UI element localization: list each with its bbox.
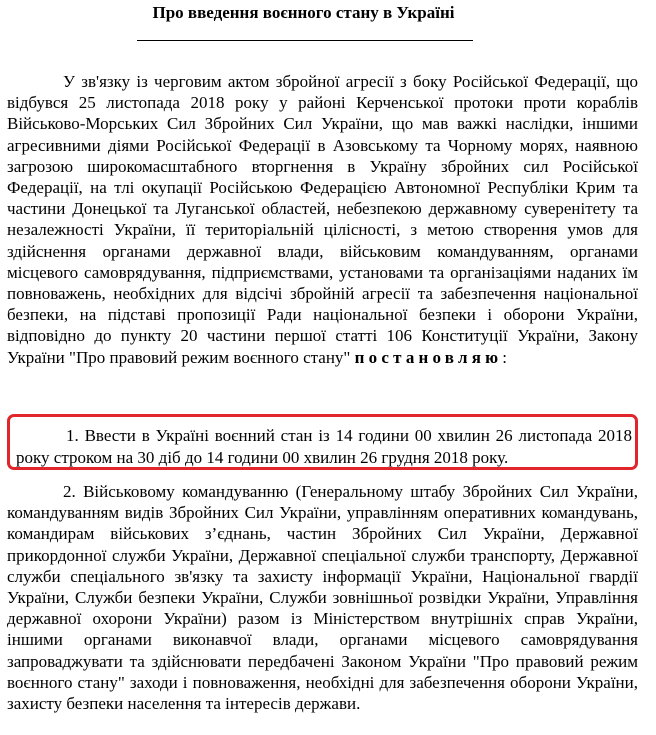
intro-text: У зв'язку із черговим актом збройної агресії з боку Російської Федерації, що відбувся 25 листопада 2018 року у районі Керченської протоки проти кораблів Військово-Морських Сил Збройних Сил України, що мав важкі наслідки, іншими агресивними діями Російської Федерації в Азовському та Чорному морях, наявною загрозою широкомасштабного вторгнення в Україну збройних сил Російської Федерації, на тлі окупації Російською Федерацією Автономної Республіки Крим та частини Донецької та Луганської областей, небезпекою державному суверенітету та незалежності України, її територіальній цілісності, з метою створення умов для здійснення органами державної влади, військовим командуванням, органами місцевого самоврядування, підприємствами, установами та організаціями наданих їм повноважень, необхідних для відсічі збройній агресії та забезпечення національної безпеки, на підставі пропозиції Ради національної безпеки і оборони України, відповідно до пункту 20 частини першої статті 106 Конституції України, Закону України "Про правовий режим воєнного стану" <box>7 72 638 367</box>
title-underline <box>137 40 473 41</box>
decree-word: постановляю <box>354 347 503 367</box>
intro-paragraph <box>7 71 638 368</box>
document-title: Про введення воєнного стану в Україні <box>152 3 455 22</box>
item-2-paragraph: 2. Військовому командуванню (Генеральному штабу Збройних Сил України, командуванням видів Збройних Сил України, управлінням оперативних командувань, командирам військових з’єднань, частин Збройних Сил України, Державної прикордонної служби України, Державної спеціальної служби транспорту, Державної служби спеціального зв'язку та захисту інформації України, Національної гвардії України, Служби безпеки України, Служби зовнішньої розвідки України, Управління державної охорони України) разом із Міністерством внутрішніх справ України, іншими органами виконавчої влади, органами місцевого самоврядування запроваджувати та здійснювати передбачені Законом України "Про правовий режим воєнного стану" заходи і повноваження, необхідні для забезпечення оборони України, захисту безпеки населення та інтересів держави. <box>7 482 638 714</box>
decree-colon: : <box>502 347 508 367</box>
item-1-paragraph: 1. Ввести в Україні воєнний стан із 14 години 00 хвилин 26 листопада 2018 року строком на 30 діб до 14 години 00 хвилин 26 грудня 2018 року. <box>16 426 632 467</box>
